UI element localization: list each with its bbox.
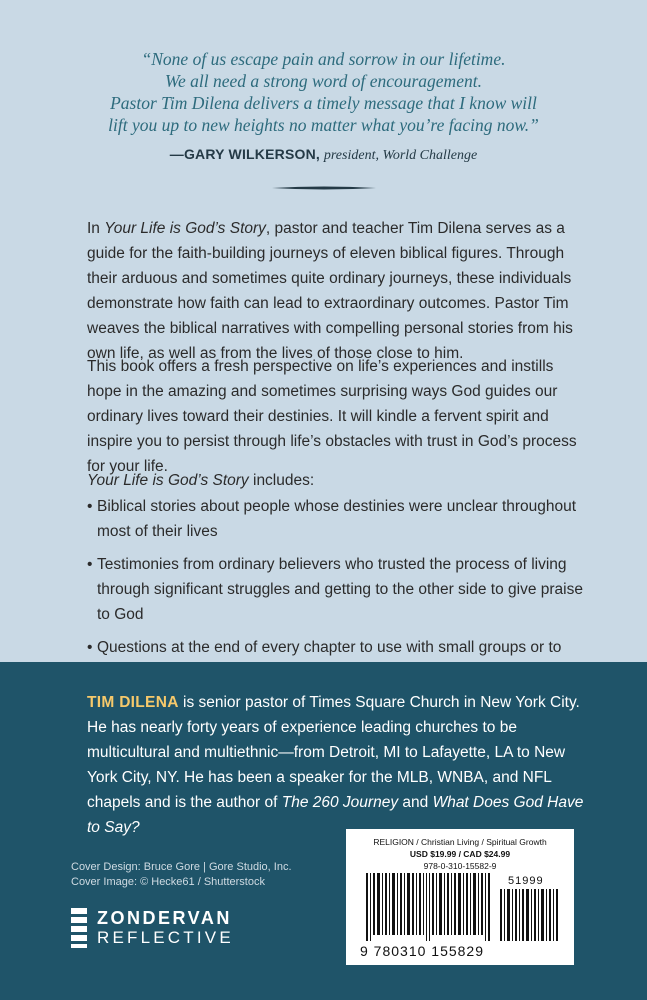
text-span: , pastor and teacher Tim Dilena serves as a guide for the faith-building journeys of eleven biblical figures. Through their arduous and sometimes quite ordinary journeys, these individuals demonstrate how faith can lead to extraordinary outcomes. Pastor Tim weaves the biblical narratives with compelling personal stories from his own life, as well as from the lives of those close to him. [87,220,573,362]
text-span: and [398,794,433,811]
author-bio [87,690,597,840]
text-span: is senior pastor of Times Square Church in New York City. He has nearly forty years of experience leading churches to be multicultural and multiethnic—from Detroit, MI to Lafayette, LA to New York City, NY. He has been a speaker for the MLB, WNBA, and NFL chapels and is the author of [87,694,580,811]
barcode-digits: 9 780310 155829 [360,943,484,959]
quote-line: We all need a strong word of encouragement. [165,71,482,91]
barcode-panel [346,829,574,965]
endorser-name: —GARY WILKERSON, [169,146,320,162]
list-item: • Testimonies from ordinary believers who trusted the process of living through significant struggles and getting to the other side to give praise to God [87,552,585,627]
includes-heading [87,468,582,493]
list-item: • Biblical stories about people whose destinies were unclear throughout most of their lives [87,494,585,544]
cover-design-credit: Cover Design: Bruce Gore | Gore Studio, Inc. [71,861,292,873]
book-title: Your Life is God’s Story [104,220,266,237]
endorser-role: president, World Challenge [323,148,478,163]
ornament-divider [272,186,376,190]
description-paragraph-1 [87,216,582,366]
endorsement-attribution [40,146,607,164]
endorsement-quote [40,48,607,136]
cover-image-credit: Cover Image: © Hecke61 / Shutterstock [71,876,265,888]
zondervan-mark-icon [71,908,87,948]
cover-credits [71,860,292,890]
book-title: Your Life is God’s Story [87,472,249,489]
list-item: • Questions at the end of every chapter to use with small groups or to [87,635,585,685]
publisher-logo [71,908,234,948]
publisher-imprint: REFLECTIVE [97,928,234,947]
author-name: TIM DILENA [87,694,179,711]
text-span: includes: [248,472,315,489]
back-cover-bottom [0,662,647,1000]
bisac-category: RELIGION / Christian Living / Spiritual Growth [373,837,547,847]
book-title: The 260 Journey [281,794,399,811]
quote-line: Pastor Tim Dilena delivers a timely message that I know will [110,93,537,113]
barcode-icon [354,873,566,943]
price-addon-code: 51999 [508,875,544,887]
quote-line: lift you up to new heights no matter what you’re facing now.” [108,115,539,135]
isbn-label: 978-0-310-15582-9 [423,861,497,871]
quote-line: “None of us escape pain and sorrow in our lifetime. [141,49,506,69]
text-span: In [87,220,105,237]
publisher-name: ZONDERVAN [97,908,232,928]
price-label: USD $19.99 / CAD $24.99 [409,849,511,859]
description-paragraph-2: This book offers a fresh perspective on life’s experiences and instills hope in the amazing and sometimes surprising ways God guides our ordinary lives toward their destinies. It will kindle a fervent spirit and inspire you to persist through life’s obstacles with trust in God’s process for your life. [87,358,577,475]
book-title: What Does God Have to Say? [87,794,584,836]
